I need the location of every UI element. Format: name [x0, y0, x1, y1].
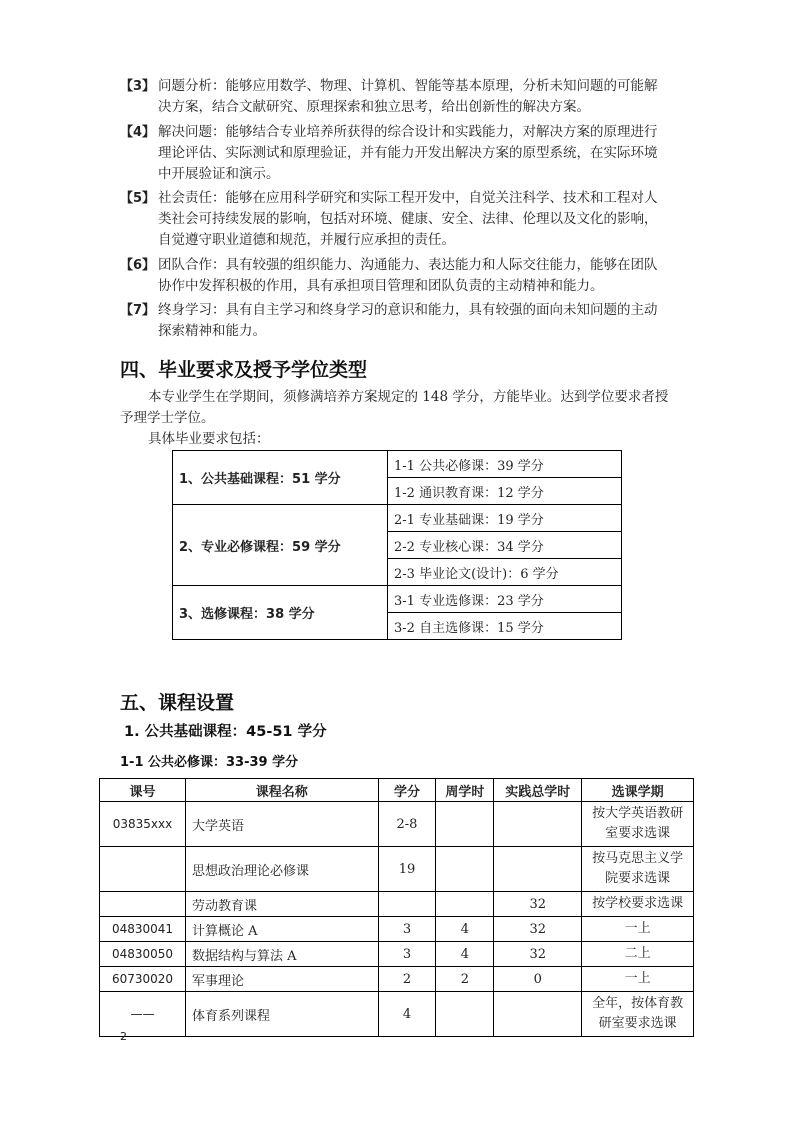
course-practice-hours: 32 [494, 942, 582, 967]
course-name: 大学英语 [185, 802, 378, 847]
course-code: 04830050 [100, 942, 186, 967]
subsection-title: 1. 公共基础课程：45-51 学分 [124, 724, 327, 740]
course-name: 劳动教育课 [185, 892, 378, 917]
table-row [100, 892, 694, 917]
column-header: 课号 [100, 779, 186, 802]
course-code: 60730020 [100, 967, 186, 992]
table-cell: 3-1 专业选修课：23 学分 [388, 586, 622, 613]
course-term-line: 按马克思主义学 [592, 851, 684, 866]
table-row [173, 451, 622, 478]
course-name: 军事理论 [185, 967, 378, 992]
table-cell: 2-1 专业基础课：19 学分 [388, 505, 622, 532]
requirement-tag: 【7】 [120, 303, 156, 318]
course-term-line: 室要求选课 [605, 826, 671, 841]
requirement-item [120, 188, 680, 251]
table-row [100, 967, 694, 992]
course-weekly-hours [436, 847, 494, 892]
column-header: 实践总学时 [494, 779, 582, 802]
page-number: 2 [120, 1030, 127, 1043]
requirement-tag: 【5】 [120, 191, 156, 206]
table-group-cell: 2、专业必修课程：59 学分 [173, 505, 388, 586]
table-cell: 1-1 公共必修课：39 学分 [388, 451, 622, 478]
course-term [582, 802, 694, 847]
requirement-item [120, 122, 680, 185]
requirement-item [120, 76, 680, 118]
course-weekly-hours [436, 992, 494, 1037]
course-weekly-hours [436, 802, 494, 847]
course-credit [378, 892, 436, 917]
table-row [100, 992, 694, 1037]
course-practice-hours: 32 [494, 892, 582, 917]
course-term [582, 847, 694, 892]
course-credit: 19 [378, 847, 436, 892]
course-practice-hours: 0 [494, 967, 582, 992]
course-weekly-hours: 4 [436, 917, 494, 942]
course-practice-hours: 32 [494, 917, 582, 942]
column-header: 周学时 [436, 779, 494, 802]
subsection-title: 1-1 公共必修课：33-39 学分 [120, 755, 299, 770]
table-header-row [100, 779, 694, 802]
table-row [100, 802, 694, 847]
requirement-tag: 【3】 [120, 79, 156, 94]
course-practice-hours [494, 992, 582, 1037]
course-term-line: 研室要求选课 [598, 1016, 677, 1031]
course-code: 03835xxx [100, 802, 186, 847]
course-code: 04830041 [100, 917, 186, 942]
course-term: 一上 [582, 967, 694, 992]
table-group-cell: 3、选修课程：38 学分 [173, 586, 388, 640]
course-practice-hours [494, 847, 582, 892]
column-header: 选课学期 [582, 779, 694, 802]
table-cell: 1-2 通识教育课：12 学分 [388, 478, 622, 505]
table-row [100, 917, 694, 942]
table-cell: 2-3 毕业论文(设计)：6 学分 [388, 559, 622, 586]
course-weekly-hours: 2 [436, 967, 494, 992]
requirement-tag: 【6】 [120, 258, 156, 273]
column-header: 课程名称 [185, 779, 378, 802]
table-row [100, 847, 694, 892]
table-cell: 3-2 自主选修课：15 学分 [388, 613, 622, 640]
requirement-text: 问题分析：能够应用数学、物理、计算机、智能等基本原理，分析未知问题的可能解 [158, 78, 658, 94]
requirement-text: 理论评估、实际测试和原理验证，并有能力开发出解决方案的原型系统，在实际环境 [158, 145, 658, 161]
course-table [99, 778, 694, 1037]
requirement-text: 解决问题：能够结合专业培养所获得的综合设计和实践能力，对解决方案的原理进行 [158, 124, 658, 140]
requirement-text: 探索精神和能力。 [158, 323, 266, 339]
requirement-text: 类社会可持续发展的影响，包括对环境、健康、安全、法律、伦理以及文化的影响， [158, 211, 658, 227]
table-cell: 2-2 专业核心课：34 学分 [388, 532, 622, 559]
requirement-text: 协作中发挥积极的作用，具有承担项目管理和团队负责的主动精神和能力。 [158, 278, 604, 294]
course-term-line: 按大学英语教研 [592, 806, 684, 821]
requirement-tag: 【4】 [120, 125, 156, 140]
course-practice-hours [494, 802, 582, 847]
table-row [173, 586, 622, 613]
course-code [100, 892, 186, 917]
course-name: 数据结构与算法 A [185, 942, 378, 967]
course-code [100, 847, 186, 892]
course-name: 计算概论 A [185, 917, 378, 942]
requirement-text: 决方案，结合文献研究、原理探索和独立思考，给出创新性的解决方案。 [158, 99, 590, 115]
course-name: 思想政治理论必修课 [185, 847, 378, 892]
course-credit: 3 [378, 942, 436, 967]
course-term-line: 全年，按体育教 [592, 996, 684, 1011]
paragraph-line: 予理学士学位。 [120, 410, 215, 426]
course-credit: 2-8 [378, 802, 436, 847]
course-credit: 2 [378, 967, 436, 992]
requirement-text: 社会责任：能够在应用科学研究和实际工程开发中，自觉关注科学、技术和工程对人 [158, 190, 658, 206]
requirement-text: 团队合作：具有较强的组织能力、沟通能力、表达能力和人际交往能力，能够在团队 [158, 257, 658, 273]
course-credit: 4 [378, 992, 436, 1037]
paragraph-line: 本专业学生在学期间，须修满培养方案规定的 148 学分，方能毕业。达到学位要求者授 [148, 389, 669, 405]
table-row [100, 942, 694, 967]
course-credit: 3 [378, 917, 436, 942]
course-term: 按学校要求选课 [582, 892, 694, 917]
requirement-item [120, 300, 680, 342]
section-title: 四、毕业要求及授予学位类型 [120, 359, 368, 381]
course-name: 体育系列课程 [185, 992, 378, 1037]
course-term-line: 院要求选课 [605, 871, 671, 886]
course-term: 二上 [582, 942, 694, 967]
requirement-text: 自觉遵守职业道德和规范，并履行应承担的责任。 [158, 232, 455, 248]
column-header: 学分 [378, 779, 436, 802]
paragraph-line: 具体毕业要求包括： [148, 431, 270, 447]
course-term: 一上 [582, 917, 694, 942]
requirement-text: 终身学习：具有自主学习和终身学习的意识和能力，具有较强的面向未知问题的主动 [158, 302, 658, 318]
course-code: —— [100, 992, 186, 1037]
section-title: 五、课程设置 [120, 692, 235, 714]
course-weekly-hours [436, 892, 494, 917]
paragraph [120, 387, 680, 450]
requirement-text: 中开展验证和演示。 [158, 166, 280, 182]
table-group-cell: 1、公共基础课程：51 学分 [173, 451, 388, 505]
course-weekly-hours: 4 [436, 942, 494, 967]
course-term [582, 992, 694, 1037]
table-row [173, 505, 622, 532]
graduation-requirements-table [172, 450, 622, 640]
requirement-item [120, 255, 680, 297]
